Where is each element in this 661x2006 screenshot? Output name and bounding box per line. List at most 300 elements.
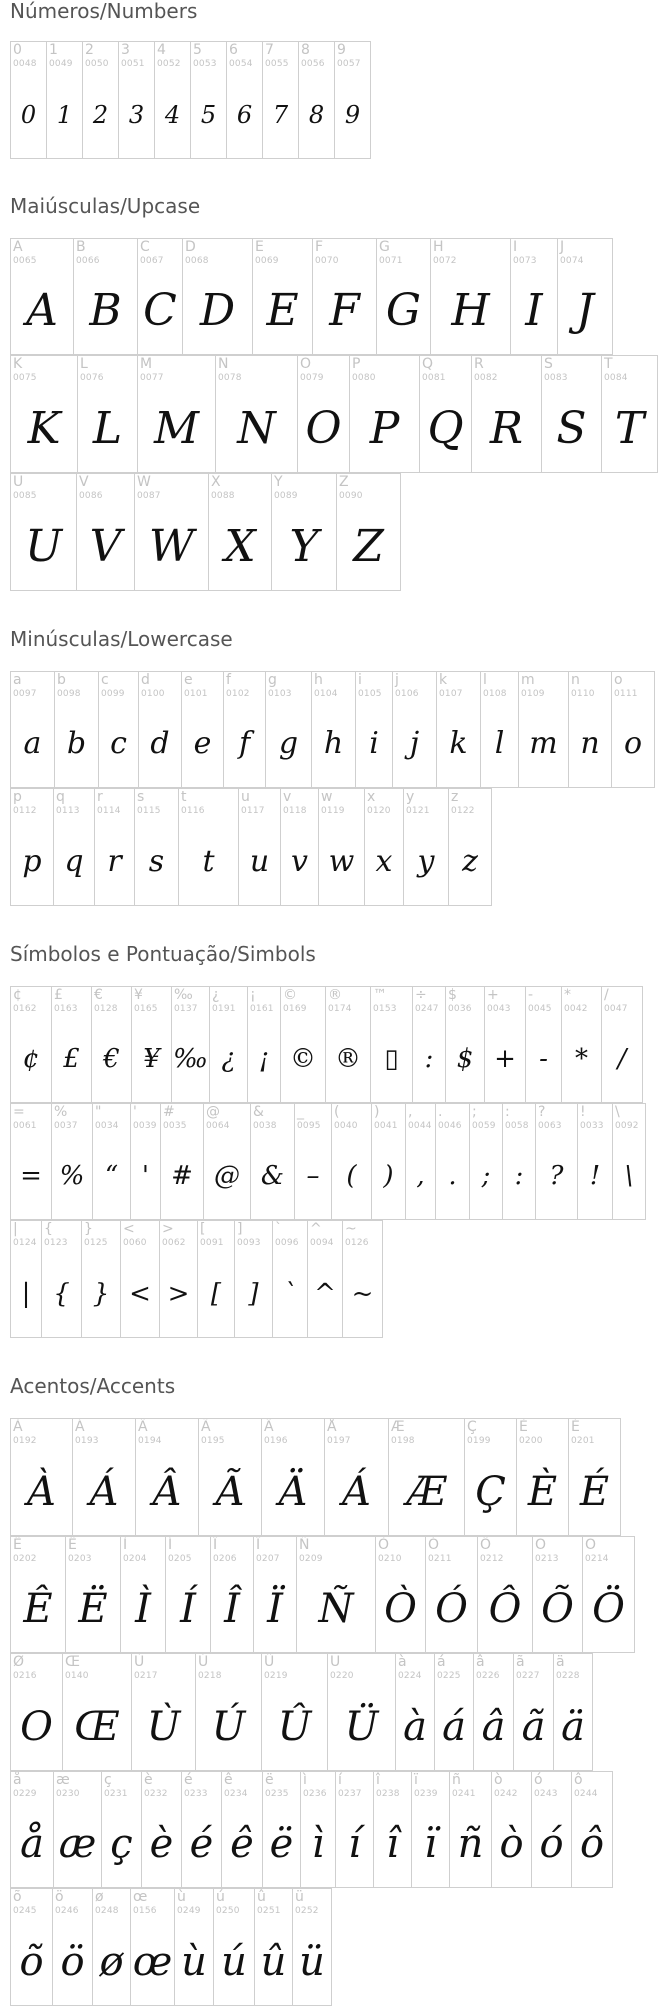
glyph-cell xyxy=(371,1103,406,1220)
glyph-label: ì xyxy=(303,1772,307,1788)
glyph-code: 0047 xyxy=(604,1004,628,1014)
glyph-cell xyxy=(77,355,138,473)
glyph-code: 0120 xyxy=(367,806,391,816)
glyph-cell xyxy=(541,355,602,473)
glyph-code: 0153 xyxy=(373,1004,397,1014)
glyph-cell xyxy=(118,41,155,159)
glyph-label: ü xyxy=(295,1889,304,1905)
glyph-code: 0096 xyxy=(275,1238,299,1248)
glyph-cell xyxy=(91,986,132,1103)
glyph-cell xyxy=(294,1103,332,1220)
glyph-sample: “ xyxy=(104,1160,119,1191)
glyph-cell xyxy=(41,1220,82,1338)
glyph-label: Ç xyxy=(467,1419,477,1435)
glyph-cell xyxy=(553,1653,593,1771)
glyph-sample: Á xyxy=(342,1468,371,1515)
glyph-cell xyxy=(253,1536,297,1653)
glyph-code: 0229 xyxy=(13,1789,37,1799)
glyph-label: 7 xyxy=(265,42,274,58)
glyph-label: J xyxy=(560,239,565,255)
glyph-cell xyxy=(51,1103,93,1220)
glyph-code: 0199 xyxy=(467,1436,491,1446)
glyph-cell xyxy=(92,1103,131,1220)
glyph-label: c xyxy=(101,672,109,688)
glyph-code: 0252 xyxy=(295,1906,319,1916)
glyph-cell xyxy=(375,1536,426,1653)
glyph-label: È xyxy=(519,1419,528,1435)
glyph-label: I xyxy=(513,239,518,255)
glyph-sample: a xyxy=(23,725,42,761)
glyph-sample: # xyxy=(171,1160,193,1191)
glyph-label: B xyxy=(76,239,86,255)
glyph-sample: â xyxy=(481,1703,506,1750)
glyph-code: 0247 xyxy=(415,1004,439,1014)
glyph-label: å xyxy=(13,1772,22,1788)
glyph-sample: ô xyxy=(579,1820,605,1867)
glyph-code: 0192 xyxy=(13,1436,37,1446)
glyph-label: ; xyxy=(472,1104,477,1120)
glyph-label: y xyxy=(406,789,415,805)
glyph-cell xyxy=(448,788,492,906)
glyph-sample: Ê xyxy=(23,1585,53,1632)
glyph-label: e xyxy=(184,672,193,688)
glyph-code: 0165 xyxy=(134,1004,158,1014)
glyph-code: 0094 xyxy=(310,1238,334,1248)
glyph-code: 0246 xyxy=(55,1906,79,1916)
glyph-label: s xyxy=(137,789,145,805)
glyph-label: £ xyxy=(54,987,63,1003)
glyph-sample: ø xyxy=(99,1938,124,1985)
glyph-code: 0088 xyxy=(211,491,235,501)
glyph-cell xyxy=(160,1103,204,1220)
glyph-code: 0219 xyxy=(264,1671,288,1681)
glyph-code: 0102 xyxy=(226,689,250,699)
glyph-sample: 5 xyxy=(200,100,217,129)
glyph-code: 0117 xyxy=(241,806,265,816)
glyph-code: 0204 xyxy=(123,1554,147,1564)
glyph-cell xyxy=(134,788,179,906)
glyph-cell xyxy=(464,1418,517,1536)
glyph-code: 0089 xyxy=(274,491,298,501)
glyph-code: 0191 xyxy=(212,1004,236,1014)
glyph-label: t xyxy=(181,789,187,805)
glyph-code: 0037 xyxy=(54,1121,78,1131)
glyph-code: 0053 xyxy=(193,59,217,69)
glyph-label: 2 xyxy=(85,42,94,58)
glyph-sample: t xyxy=(202,843,215,879)
glyph-label: ™ xyxy=(373,987,387,1003)
glyph-label: z xyxy=(451,789,459,805)
glyph-sample: \ xyxy=(624,1160,634,1191)
glyph-sample: m xyxy=(529,725,558,761)
glyph-code: 0104 xyxy=(314,689,338,699)
glyph-cell xyxy=(101,1771,142,1888)
glyph-cell xyxy=(72,1418,136,1536)
glyph-code: 0072 xyxy=(433,256,457,266)
glyph-code: 0250 xyxy=(216,1906,240,1916)
glyph-sample: @ xyxy=(214,1160,240,1191)
glyph-cell xyxy=(355,671,393,788)
glyph-code: 0045 xyxy=(528,1004,552,1014)
glyph-sample: ¢ xyxy=(22,1043,40,1074)
glyph-sample: r xyxy=(107,843,122,879)
glyph-sample: ¥ xyxy=(143,1043,160,1074)
glyph-cell xyxy=(10,1771,54,1888)
glyph-cell xyxy=(252,238,313,355)
glyph-cell xyxy=(272,1220,308,1338)
glyph-sample: Û xyxy=(277,1703,312,1750)
glyph-label: ï xyxy=(414,1772,418,1788)
glyph-code: 0033 xyxy=(580,1121,604,1131)
glyph-sample: é xyxy=(189,1820,214,1867)
glyph-label: Ù xyxy=(134,1654,145,1670)
glyph-cell xyxy=(197,1220,235,1338)
glyph-sample: V xyxy=(89,520,122,572)
glyph-code: 0228 xyxy=(556,1671,580,1681)
glyph-label: G xyxy=(379,239,390,255)
glyph-code: 0226 xyxy=(476,1671,500,1681)
glyph-cell xyxy=(412,986,446,1103)
glyph-label: é xyxy=(184,1772,193,1788)
glyph-sample: á xyxy=(442,1703,466,1750)
glyph-cell xyxy=(405,1103,436,1220)
glyph-sample: 1 xyxy=(56,100,73,129)
glyph-code: 0076 xyxy=(80,373,104,383)
glyph-cell xyxy=(250,1103,295,1220)
glyph-code: 0063 xyxy=(538,1121,562,1131)
glyph-code: 0105 xyxy=(358,689,382,699)
glyph-cell xyxy=(181,671,224,788)
glyph-label: 8 xyxy=(301,42,310,58)
glyph-sample: { xyxy=(53,1278,70,1309)
glyph-sample: = xyxy=(20,1160,42,1191)
glyph-sample: Í xyxy=(180,1585,196,1632)
glyph-code: 0074 xyxy=(560,256,584,266)
glyph-sample: ü xyxy=(299,1938,325,1985)
glyph-code: 0071 xyxy=(379,256,403,266)
glyph-sample: Á xyxy=(89,1468,119,1515)
glyph-code: 0232 xyxy=(144,1789,168,1799)
glyph-label: W xyxy=(137,474,151,490)
glyph-sample: ' xyxy=(141,1160,150,1191)
glyph-label: @ xyxy=(206,1104,220,1120)
glyph-sample: € xyxy=(103,1043,120,1074)
glyph-sample: o xyxy=(623,725,643,761)
glyph-cell xyxy=(10,473,77,591)
glyph-code: 0205 xyxy=(168,1554,192,1564)
glyph-cell xyxy=(10,986,52,1103)
glyph-cell xyxy=(195,1653,262,1771)
glyph-code: 0078 xyxy=(218,373,242,383)
glyph-label: g xyxy=(268,672,277,688)
glyph-cell xyxy=(10,41,47,159)
glyph-sample: è xyxy=(149,1820,174,1867)
glyph-sample: I xyxy=(525,284,543,336)
glyph-sample: ä xyxy=(561,1703,585,1750)
glyph-label: V xyxy=(79,474,89,490)
glyph-label: ó xyxy=(534,1772,543,1788)
glyph-code: 0056 xyxy=(301,59,325,69)
glyph-cell xyxy=(311,671,356,788)
glyph-sample: ¿ xyxy=(221,1043,236,1074)
section-title-accents: Acentos/Accents xyxy=(10,1374,176,1398)
glyph-cell xyxy=(312,238,377,355)
glyph-sample: b xyxy=(66,725,87,761)
glyph-sample: ‰ xyxy=(173,1043,208,1074)
glyph-sample: É xyxy=(579,1468,610,1515)
glyph-code: 0242 xyxy=(494,1789,518,1799)
glyph-sample: + xyxy=(494,1043,516,1074)
glyph-code: 0113 xyxy=(56,806,80,816)
glyph-label: & xyxy=(253,1104,264,1120)
glyph-label: 9 xyxy=(337,42,346,58)
glyph-sample: Æ xyxy=(406,1468,447,1515)
glyph-sample: Ù xyxy=(146,1703,181,1750)
glyph-sample: Ú xyxy=(211,1703,246,1750)
glyph-cell xyxy=(10,671,55,788)
glyph-cell xyxy=(582,1536,635,1653)
glyph-sample: Ï xyxy=(267,1585,283,1632)
glyph-cell xyxy=(130,1888,175,2006)
glyph-code: 0084 xyxy=(604,373,628,383)
glyph-code: 0121 xyxy=(406,806,430,816)
glyph-code: 0116 xyxy=(181,806,205,816)
glyph-label: Ö xyxy=(585,1537,597,1553)
glyph-cell xyxy=(349,355,420,473)
glyph-code: 0062 xyxy=(162,1238,186,1248)
glyph-label: 4 xyxy=(157,42,166,58)
glyph-cell xyxy=(297,355,350,473)
glyph-sample: 6 xyxy=(236,100,253,129)
glyph-cell xyxy=(178,788,239,906)
glyph-cell xyxy=(292,1888,332,2006)
glyph-code: 0249 xyxy=(177,1906,201,1916)
glyph-label: A xyxy=(13,239,23,255)
glyph-code: 0034 xyxy=(95,1121,119,1131)
glyph-cell xyxy=(234,1220,273,1338)
glyph-label: d xyxy=(141,672,150,688)
glyph-label: k xyxy=(439,672,448,688)
glyph-label: " xyxy=(95,1104,102,1120)
glyph-sample: C xyxy=(143,284,177,336)
glyph-sample: ã xyxy=(521,1703,546,1750)
glyph-sample: . xyxy=(448,1160,457,1191)
glyph-code: 0202 xyxy=(13,1554,37,1564)
glyph-code: 0061 xyxy=(13,1121,37,1131)
glyph-code: 0059 xyxy=(472,1121,496,1131)
glyph-sample: 4 xyxy=(164,100,181,129)
section-title-symbols: Símbolos e Pontuação/Simbols xyxy=(10,942,316,966)
glyph-cell xyxy=(198,1418,262,1536)
glyph-sample: ò xyxy=(499,1820,524,1867)
glyph-cell xyxy=(334,41,371,159)
glyph-code: 0107 xyxy=(439,689,463,699)
glyph-label: œ xyxy=(133,1889,148,1905)
glyph-sample: J xyxy=(576,284,594,336)
glyph-cell xyxy=(318,788,365,906)
glyph-sample: 8 xyxy=(308,100,325,129)
glyph-code: 0251 xyxy=(257,1906,281,1916)
glyph-label: Å xyxy=(327,1419,337,1435)
glyph-label: E xyxy=(255,239,264,255)
glyph-cell xyxy=(190,41,227,159)
glyph-cell xyxy=(557,238,613,355)
glyph-label: à xyxy=(398,1654,407,1670)
glyph-cell xyxy=(430,238,511,355)
glyph-sample: ® xyxy=(335,1043,361,1074)
glyph-sample: Ç xyxy=(475,1468,506,1515)
glyph-cell xyxy=(174,1888,214,2006)
glyph-sample: U xyxy=(24,520,63,572)
glyph-sample: d xyxy=(150,725,170,761)
glyph-sample: ) xyxy=(383,1160,394,1191)
glyph-cell xyxy=(209,986,248,1103)
glyph-label: Q xyxy=(422,356,434,372)
glyph-cell xyxy=(54,671,99,788)
glyph-sample: Ü xyxy=(344,1703,379,1750)
glyph-code: 0194 xyxy=(138,1436,162,1446)
glyph-cell xyxy=(262,41,299,159)
glyph-code: 0079 xyxy=(300,373,324,383)
glyph-code: 0092 xyxy=(615,1121,639,1131)
glyph-label: ô xyxy=(574,1772,583,1788)
glyph-cell xyxy=(535,1103,578,1220)
glyph-sample: p xyxy=(22,843,42,879)
glyph-label: ¥ xyxy=(134,987,143,1003)
glyph-code: 0052 xyxy=(157,59,181,69)
glyph-label: ‰ xyxy=(174,987,193,1003)
glyph-code: 0082 xyxy=(474,373,498,383)
glyph-sample: W xyxy=(148,520,195,572)
glyph-sample: z xyxy=(462,843,478,879)
glyph-label: ù xyxy=(177,1889,186,1905)
glyph-label: S xyxy=(544,356,553,372)
glyph-cell xyxy=(364,788,404,906)
glyph-sample: Ë xyxy=(78,1585,108,1632)
glyph-code: 0111 xyxy=(614,689,638,699)
glyph-label: Œ xyxy=(65,1654,80,1670)
glyph-label: ú xyxy=(216,1889,225,1905)
glyph-sample: h xyxy=(323,725,344,761)
glyph-code: 0211 xyxy=(428,1554,452,1564)
glyph-code: 0118 xyxy=(283,806,307,816)
glyph-label: Z xyxy=(339,474,349,490)
glyph-label: < xyxy=(123,1221,135,1237)
glyph-sample: î xyxy=(386,1820,399,1867)
glyph-label: . xyxy=(438,1104,443,1120)
glyph-code: 0090 xyxy=(339,491,363,501)
glyph-sample: S xyxy=(556,402,587,454)
glyph-code: 0095 xyxy=(297,1121,321,1131)
glyph-sample: : xyxy=(514,1160,524,1191)
glyph-sample: D xyxy=(199,284,236,336)
glyph-code: 0161 xyxy=(250,1004,274,1014)
glyph-sample: } xyxy=(92,1278,110,1309)
glyph-label: ~ xyxy=(345,1221,357,1237)
glyph-cell xyxy=(513,1653,554,1771)
glyph-label: Ó xyxy=(428,1537,440,1553)
glyph-code: 0123 xyxy=(44,1238,68,1248)
glyph-code: 0225 xyxy=(437,1671,461,1681)
glyph-label: i xyxy=(358,672,362,688)
glyph-code: 0169 xyxy=(283,1004,307,1014)
glyph-sample: y xyxy=(417,843,435,879)
glyph-sample: Ö xyxy=(592,1585,625,1632)
glyph-cell xyxy=(601,355,658,473)
glyph-label: Æ xyxy=(391,1419,405,1435)
glyph-code: 0206 xyxy=(213,1554,237,1564)
glyph-code: 0048 xyxy=(13,59,37,69)
glyph-label: É xyxy=(571,1419,580,1435)
glyph-cell xyxy=(52,1888,93,2006)
glyph-label: Y xyxy=(274,474,283,490)
glyph-sample: , xyxy=(416,1160,425,1191)
glyph-label: Ñ xyxy=(299,1537,310,1553)
glyph-label: ò xyxy=(494,1772,503,1788)
glyph-cell xyxy=(435,1103,470,1220)
glyph-label: Ï xyxy=(256,1537,261,1553)
glyph-cell xyxy=(226,41,263,159)
glyph-sample: E xyxy=(266,284,299,336)
glyph-sample: F xyxy=(329,284,360,336)
glyph-cell xyxy=(568,1418,621,1536)
glyph-code: 0038 xyxy=(253,1121,277,1131)
glyph-label: Á xyxy=(75,1419,85,1435)
glyph-cell xyxy=(388,1418,465,1536)
glyph-label: ã xyxy=(516,1654,525,1670)
glyph-label: q xyxy=(56,789,65,805)
glyph-sample: | xyxy=(21,1278,31,1309)
glyph-label: N xyxy=(218,356,229,372)
glyph-cell xyxy=(425,1536,478,1653)
glyph-label: l xyxy=(483,672,487,688)
glyph-cell xyxy=(131,986,172,1103)
glyph-cell xyxy=(342,1220,383,1338)
glyph-cell xyxy=(10,1103,52,1220)
glyph-code: 0162 xyxy=(13,1004,37,1014)
glyph-code: 0203 xyxy=(68,1554,92,1564)
glyph-cell xyxy=(532,1536,583,1653)
glyph-sample: : xyxy=(424,1043,434,1074)
glyph-code: 0220 xyxy=(330,1671,354,1681)
glyph-code: 0075 xyxy=(13,373,37,383)
glyph-sample: s xyxy=(148,843,165,879)
glyph-sample: Î xyxy=(224,1585,240,1632)
glyph-label: ÷ xyxy=(415,987,427,1003)
glyph-cell xyxy=(611,671,655,788)
glyph-label: T xyxy=(604,356,613,372)
glyph-cell xyxy=(469,1103,503,1220)
glyph-label: x xyxy=(367,789,376,805)
glyph-cell xyxy=(10,1653,63,1771)
glyph-sample: à xyxy=(403,1703,427,1750)
glyph-label: - xyxy=(528,987,534,1003)
glyph-cell xyxy=(208,473,272,591)
glyph-code: 0057 xyxy=(337,59,361,69)
glyph-code: 0114 xyxy=(97,806,121,816)
glyph-cell xyxy=(419,355,472,473)
glyph-cell xyxy=(51,986,92,1103)
glyph-code: 0218 xyxy=(198,1671,222,1681)
glyph-label: M xyxy=(140,356,153,372)
glyph-cell xyxy=(137,355,216,473)
glyph-sample: ó xyxy=(539,1820,564,1867)
glyph-cell xyxy=(261,1418,325,1536)
glyph-label: = xyxy=(13,1104,25,1120)
glyph-label: ^ xyxy=(310,1221,322,1237)
glyph-label: X xyxy=(211,474,221,490)
glyph-label: Ü xyxy=(330,1654,341,1670)
